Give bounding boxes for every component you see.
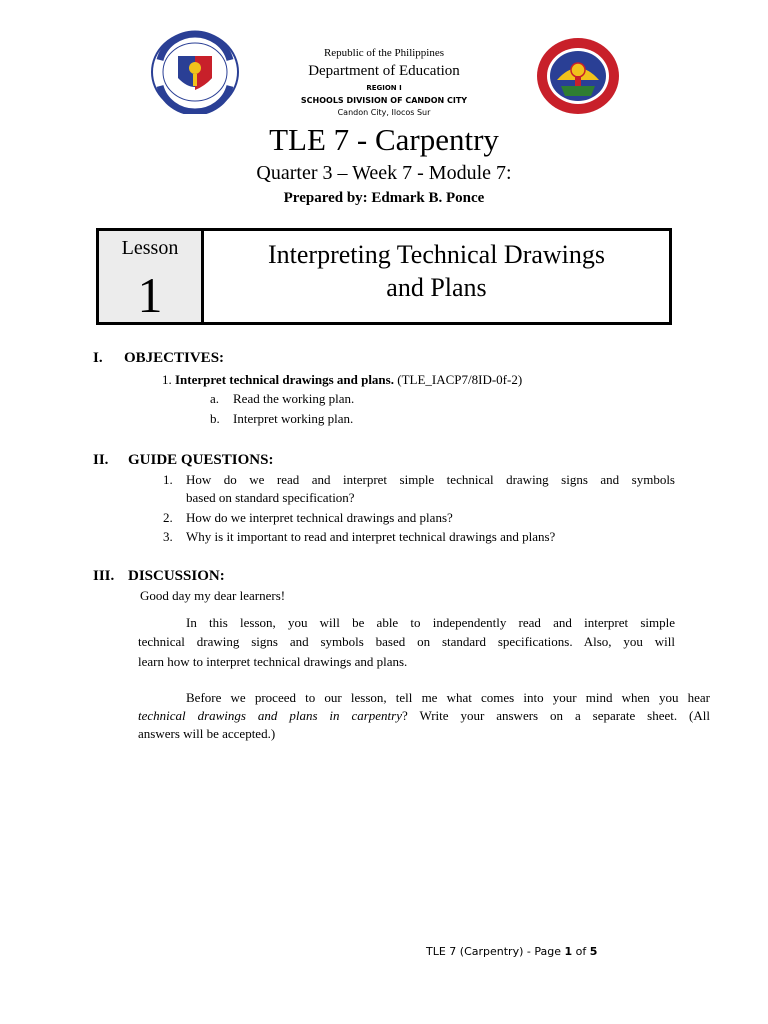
guide-q2: How do we interpret technical drawings and plans?	[186, 510, 453, 525]
objective-item-number: 1.	[162, 372, 172, 387]
lesson-box	[96, 228, 672, 325]
lesson-number-cell	[99, 231, 204, 322]
division-text: SCHOOLS DIVISION OF CANDON CITY	[300, 96, 468, 105]
discussion-p1-line3: learn how to interpret technical drawings and plans.	[138, 654, 408, 669]
objectives-heading: OBJECTIVES:	[124, 350, 225, 366]
discussion-p2-rest: ? Write your answers on a separate sheet. (All	[402, 708, 710, 723]
quarter-subtitle: Quarter 3 – Week 7 - Module 7:	[256, 162, 512, 184]
discussion-heading-number: III.	[93, 568, 115, 584]
guide-q1-number: 1.	[163, 472, 173, 487]
discussion-heading: DISCUSSION:	[128, 568, 225, 584]
footer-text: TLE 7 (Carpentry) - Page	[426, 945, 565, 958]
discussion-p2-line1: Before we proceed to our lesson, tell me what comes into your mind when you hear	[186, 690, 710, 705]
lesson-title-line2: and Plans	[386, 273, 487, 302]
lesson-number: 1	[137, 267, 163, 323]
objective-sub-a: Read the working plan.	[233, 391, 355, 406]
guide-q3-number: 3.	[163, 529, 173, 544]
guide-q1-line1: How do we read and interpret simple technical drawing signs and symbols	[186, 472, 675, 487]
objective-item-code: (TLE_IACP7/8ID-0f-2)	[397, 372, 523, 387]
objective-item-text: Interpret technical drawings and plans.	[175, 372, 394, 387]
discussion-p2-line3: answers will be accepted.)	[138, 726, 276, 741]
module-title: TLE 7 - Carpentry	[269, 122, 499, 157]
guide-q2-number: 2.	[163, 510, 173, 525]
objective-sub-b: Interpret working plan.	[233, 411, 354, 426]
discussion-p1-line2: technical drawing signs and symbols based on standard specifications. Also, you will	[138, 634, 675, 649]
footer-of: of	[572, 945, 590, 958]
discussion-p2-italic: technical drawings and plans in carpentry	[138, 708, 403, 723]
discussion-greeting: Good day my dear learners!	[140, 588, 286, 603]
department-text: Department of Education	[308, 63, 460, 79]
guide-q1-line2: based on standard specification?	[186, 490, 355, 505]
objective-item	[162, 372, 522, 388]
prepared-by: Prepared by: Edmark B. Ponce	[283, 190, 485, 206]
city-text: Candon City, Ilocos Sur	[337, 108, 431, 117]
objective-sub-letter-b: b.	[210, 411, 220, 426]
region-text: REGION I	[366, 84, 402, 92]
lesson-title	[204, 231, 669, 322]
objective-sub-letter-a: a.	[210, 391, 220, 406]
guide-q3: Why is it important to read and interpret technical drawings and plans?	[186, 529, 556, 544]
guide-heading-number: II.	[93, 452, 109, 468]
objectives-heading-number: I.	[93, 350, 103, 366]
discussion-p1-line1: In this lesson, you will be able to independently read and interpret simple	[186, 615, 675, 630]
footer-page-total: 5	[589, 945, 598, 958]
page-footer	[426, 945, 597, 958]
guide-heading: GUIDE QUESTIONS:	[128, 452, 274, 468]
footer-page-number: 1	[564, 945, 573, 958]
lesson-label: Lesson	[121, 237, 179, 259]
discussion-p2-line2	[138, 708, 710, 726]
lesson-title-line1: Interpreting Technical Drawings	[267, 240, 606, 269]
republic-text: Republic of the Philippines	[323, 47, 445, 59]
